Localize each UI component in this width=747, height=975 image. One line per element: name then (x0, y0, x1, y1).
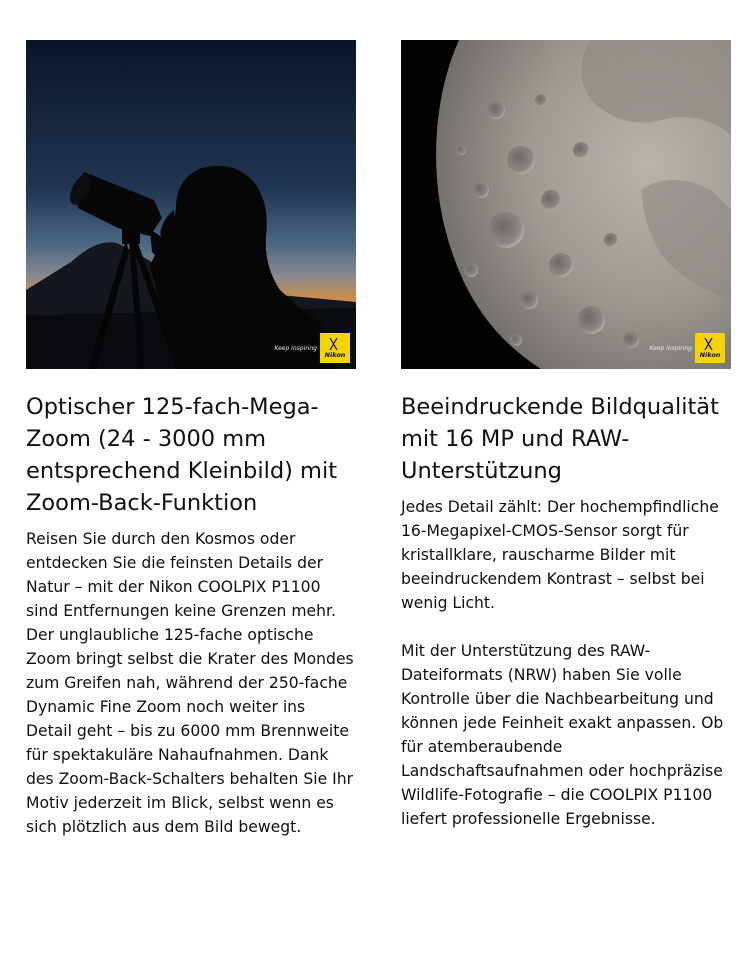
moon-feature-image (401, 40, 731, 369)
nikon-logo-icon: Nikon (320, 333, 350, 363)
night-photographer-illustration (26, 40, 356, 369)
nikon-logo-icon: Nikon (695, 333, 725, 363)
moon-surface-illustration (401, 40, 731, 369)
feature-module-image-quality (401, 40, 731, 831)
zoom-feature-heading: Optischer 125-fach-Mega-Zoom (24 - 3000 mm entsprechend Kleinbild) mit Zoom-Back-Funktion (26, 394, 338, 516)
image-quality-heading: Beeindruckende Bildqualität mit 16 MP und RAW-Unterstützung (401, 394, 719, 484)
brand-tagline: Keep inspiring (274, 344, 317, 352)
feature-module-zoom (26, 40, 356, 839)
brand-watermark (274, 333, 350, 363)
image-quality-description-1: Jedes Detail zählt: Der hochempfindliche 16-Megapixel-CMOS-Sensor sorgt für kristallklare, rauscharme Bilder mit beeindruckendem Kontrast – selbst bei wenig Licht. (401, 498, 719, 612)
brand-tagline: Keep inspiring (649, 344, 692, 352)
zoom-feature-image (26, 40, 356, 369)
image-quality-description-2: Mit der Unterstützung des RAW-Dateiformats (NRW) haben Sie volle Kontrolle über die Nachbearbeitung und können jede Feinheit exakt anpassen. Ob für atemberaubende Landschaftsaufnahmen oder hochpräzise Wildlife-Fotografie – die COOLPIX P1100 liefert professionelle Ergebnisse. (401, 642, 724, 828)
brand-watermark (649, 333, 725, 363)
zoom-feature-description: Reisen Sie durch den Kosmos oder entdecken Sie die feinsten Details der Natur – mit der Nikon COOLPIX P1100 sind Entfernungen keine Grenzen mehr. Der unglaubliche 125-fache optische Zoom bringt selbst die Krater des Mondes zum Greifen nah, während der 250-fache Dynamic Fine Zoom noch weiter ins Detail geht – bis zu 6000 mm Brennweite für spektakuläre Nahaufnahmen. Dank des Zoom-Back-Schalters behalten Sie Ihr Motiv jederzeit im Blick, selbst wenn es sich plötzlich aus dem Bild bewegt. (26, 530, 354, 836)
